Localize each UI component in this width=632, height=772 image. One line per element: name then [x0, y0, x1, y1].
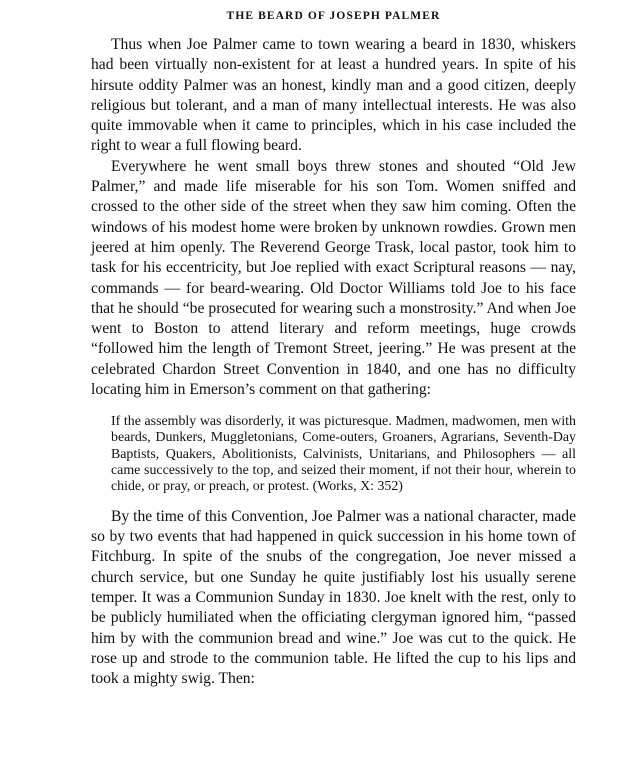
book-page	[91, 0, 576, 689]
paragraph-3: By the time of this Convention, Joe Palmer was a national character, made so by two events that had happened in quick succession in his home town of Fitchburg. In spite of the snubs of the congregation, Joe never missed a church service, but one Sunday he quite justifiably lost his usually serene temper. It was a Communion Sunday in 1830. Joe knelt with the rest, only to be publicly humiliated when the officiating clergyman ignored him, “passed him by with the communion bread and wine.” Joe was cut to the quick. He rose up and strode to the communion table. He lifted the cup to his lips and took a mighty swig. Then:	[91, 507, 576, 688]
paragraph-1: Thus when Joe Palmer came to town wearing a beard in 1830, whiskers had been virtually non-existent for at least a hundred years. In spite of his hirsute oddity Palmer was an honest, kindly man and a good citizen, deeply religious but tolerant, and a man of many intellectual interests. He was also quite immovable when it came to principles, which in his case included the right to wear a full flowing beard.	[91, 36, 576, 155]
block-quote: If the assembly was disorderly, it was picturesque. Madmen, madwomen, men with beards, Dunkers, Muggletonians, Come-outers, Groaners, Agrarians, Seventh-Day Baptists, Quakers, Abolitionists, Calvinists, Unitarians, and Philosophers — all came successively to the top, and seized their moment, if not their hour, wherein to chide, or pray, or preach, or protest. (Works, X: 352)	[111, 414, 576, 494]
running-head: THE BEARD OF JOSEPH PALMER	[226, 10, 441, 22]
paragraph-2: Everywhere he went small boys threw stones and shouted “Old Jew Palmer,” and made life miserable for his son Tom. Women sniffed and crossed to the other side of the street when they saw him coming. Often the windows of his modest home were broken by unknown rowdies. Grown men jeered at him openly. The Reverend George Trask, local pastor, took him to task for his eccentricity, but Joe replied with exact Scriptural reasons — nay, commands — for beard-wearing. Old Doctor Williams told Joe to his face that he should “be prosecuted for wearing such a monstrosity.” And when Joe went to Boston to attend literary and reform meetings, huge crowds “followed him the length of Tremont Street, jeering.” He was present at the celebrated Chardon Street Convention in 1840, and one has no difficulty locating him in Emerson’s comment on that gathering:	[91, 157, 576, 399]
